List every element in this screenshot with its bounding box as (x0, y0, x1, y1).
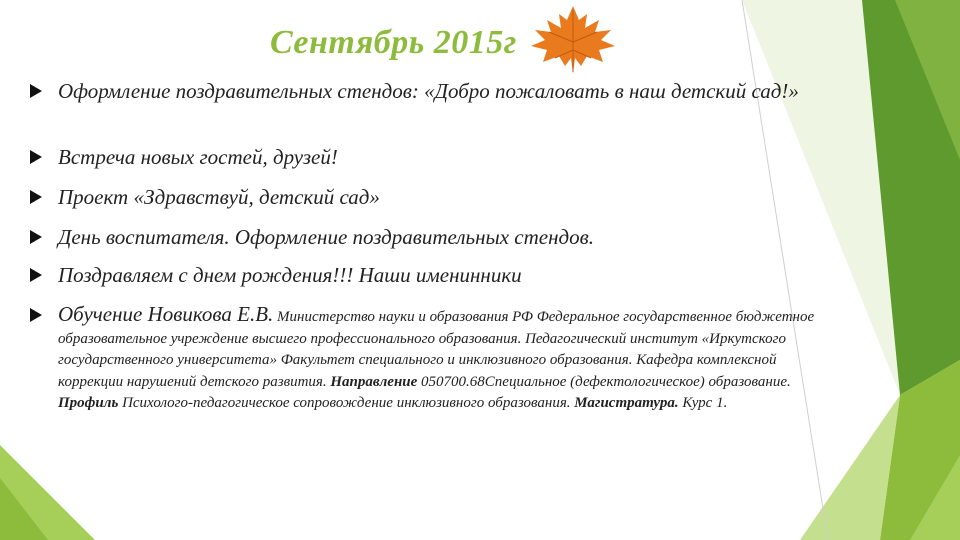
item-text: Проект «Здравствуй, детский сад» (58, 185, 380, 209)
list-item (30, 224, 830, 250)
item-text: День воспитателя. Оформление поздравительных стендов. (58, 225, 594, 249)
list-item (30, 184, 830, 210)
direction-label: Направление (330, 373, 418, 390)
profile-label: Профиль (58, 395, 119, 411)
master-label: Магистратура. (574, 395, 679, 411)
list-item (30, 262, 830, 288)
slide-title: Сентябрь 2015г (270, 24, 517, 61)
list-item (30, 144, 830, 170)
bullet-arrow-icon (30, 230, 42, 244)
item-text: Встреча новых гостей, друзей! (58, 145, 338, 169)
maple-leaf-icon (527, 2, 619, 78)
direction-text: 050700.68Специальное (дефектологическое) образование. (417, 373, 791, 390)
bullet-arrow-icon (30, 190, 42, 204)
profile-text: Психолого-педагогическое сопровождение инклюзивного образования. (118, 395, 575, 411)
item-text: Поздравляем с днем рождения!!! Наши именинники (58, 263, 522, 287)
training-lead: Обучение Новикова Е.В. (58, 302, 274, 326)
bullet-list (30, 78, 830, 415)
list-item (30, 78, 830, 134)
bullet-arrow-icon (30, 84, 42, 98)
bullet-arrow-icon (30, 268, 42, 282)
training-institution: Министерство науки и образования РФ Федеральное государственное бюджетное образовательное учреждение высшего профессионального образования. Педагогический институт «Иркутского государственного университета» Факультет специального и инклюзивного образования. Кафедра комплексной коррекции нарушений детского развития. (58, 309, 815, 390)
bullet-arrow-icon (30, 308, 42, 322)
item-text: Оформление поздравительных стендов: «Добро пожаловать в наш детский сад!» (58, 79, 799, 103)
list-item-training (30, 302, 830, 415)
course-text: Курс 1. (678, 395, 728, 411)
bullet-arrow-icon (30, 150, 42, 164)
